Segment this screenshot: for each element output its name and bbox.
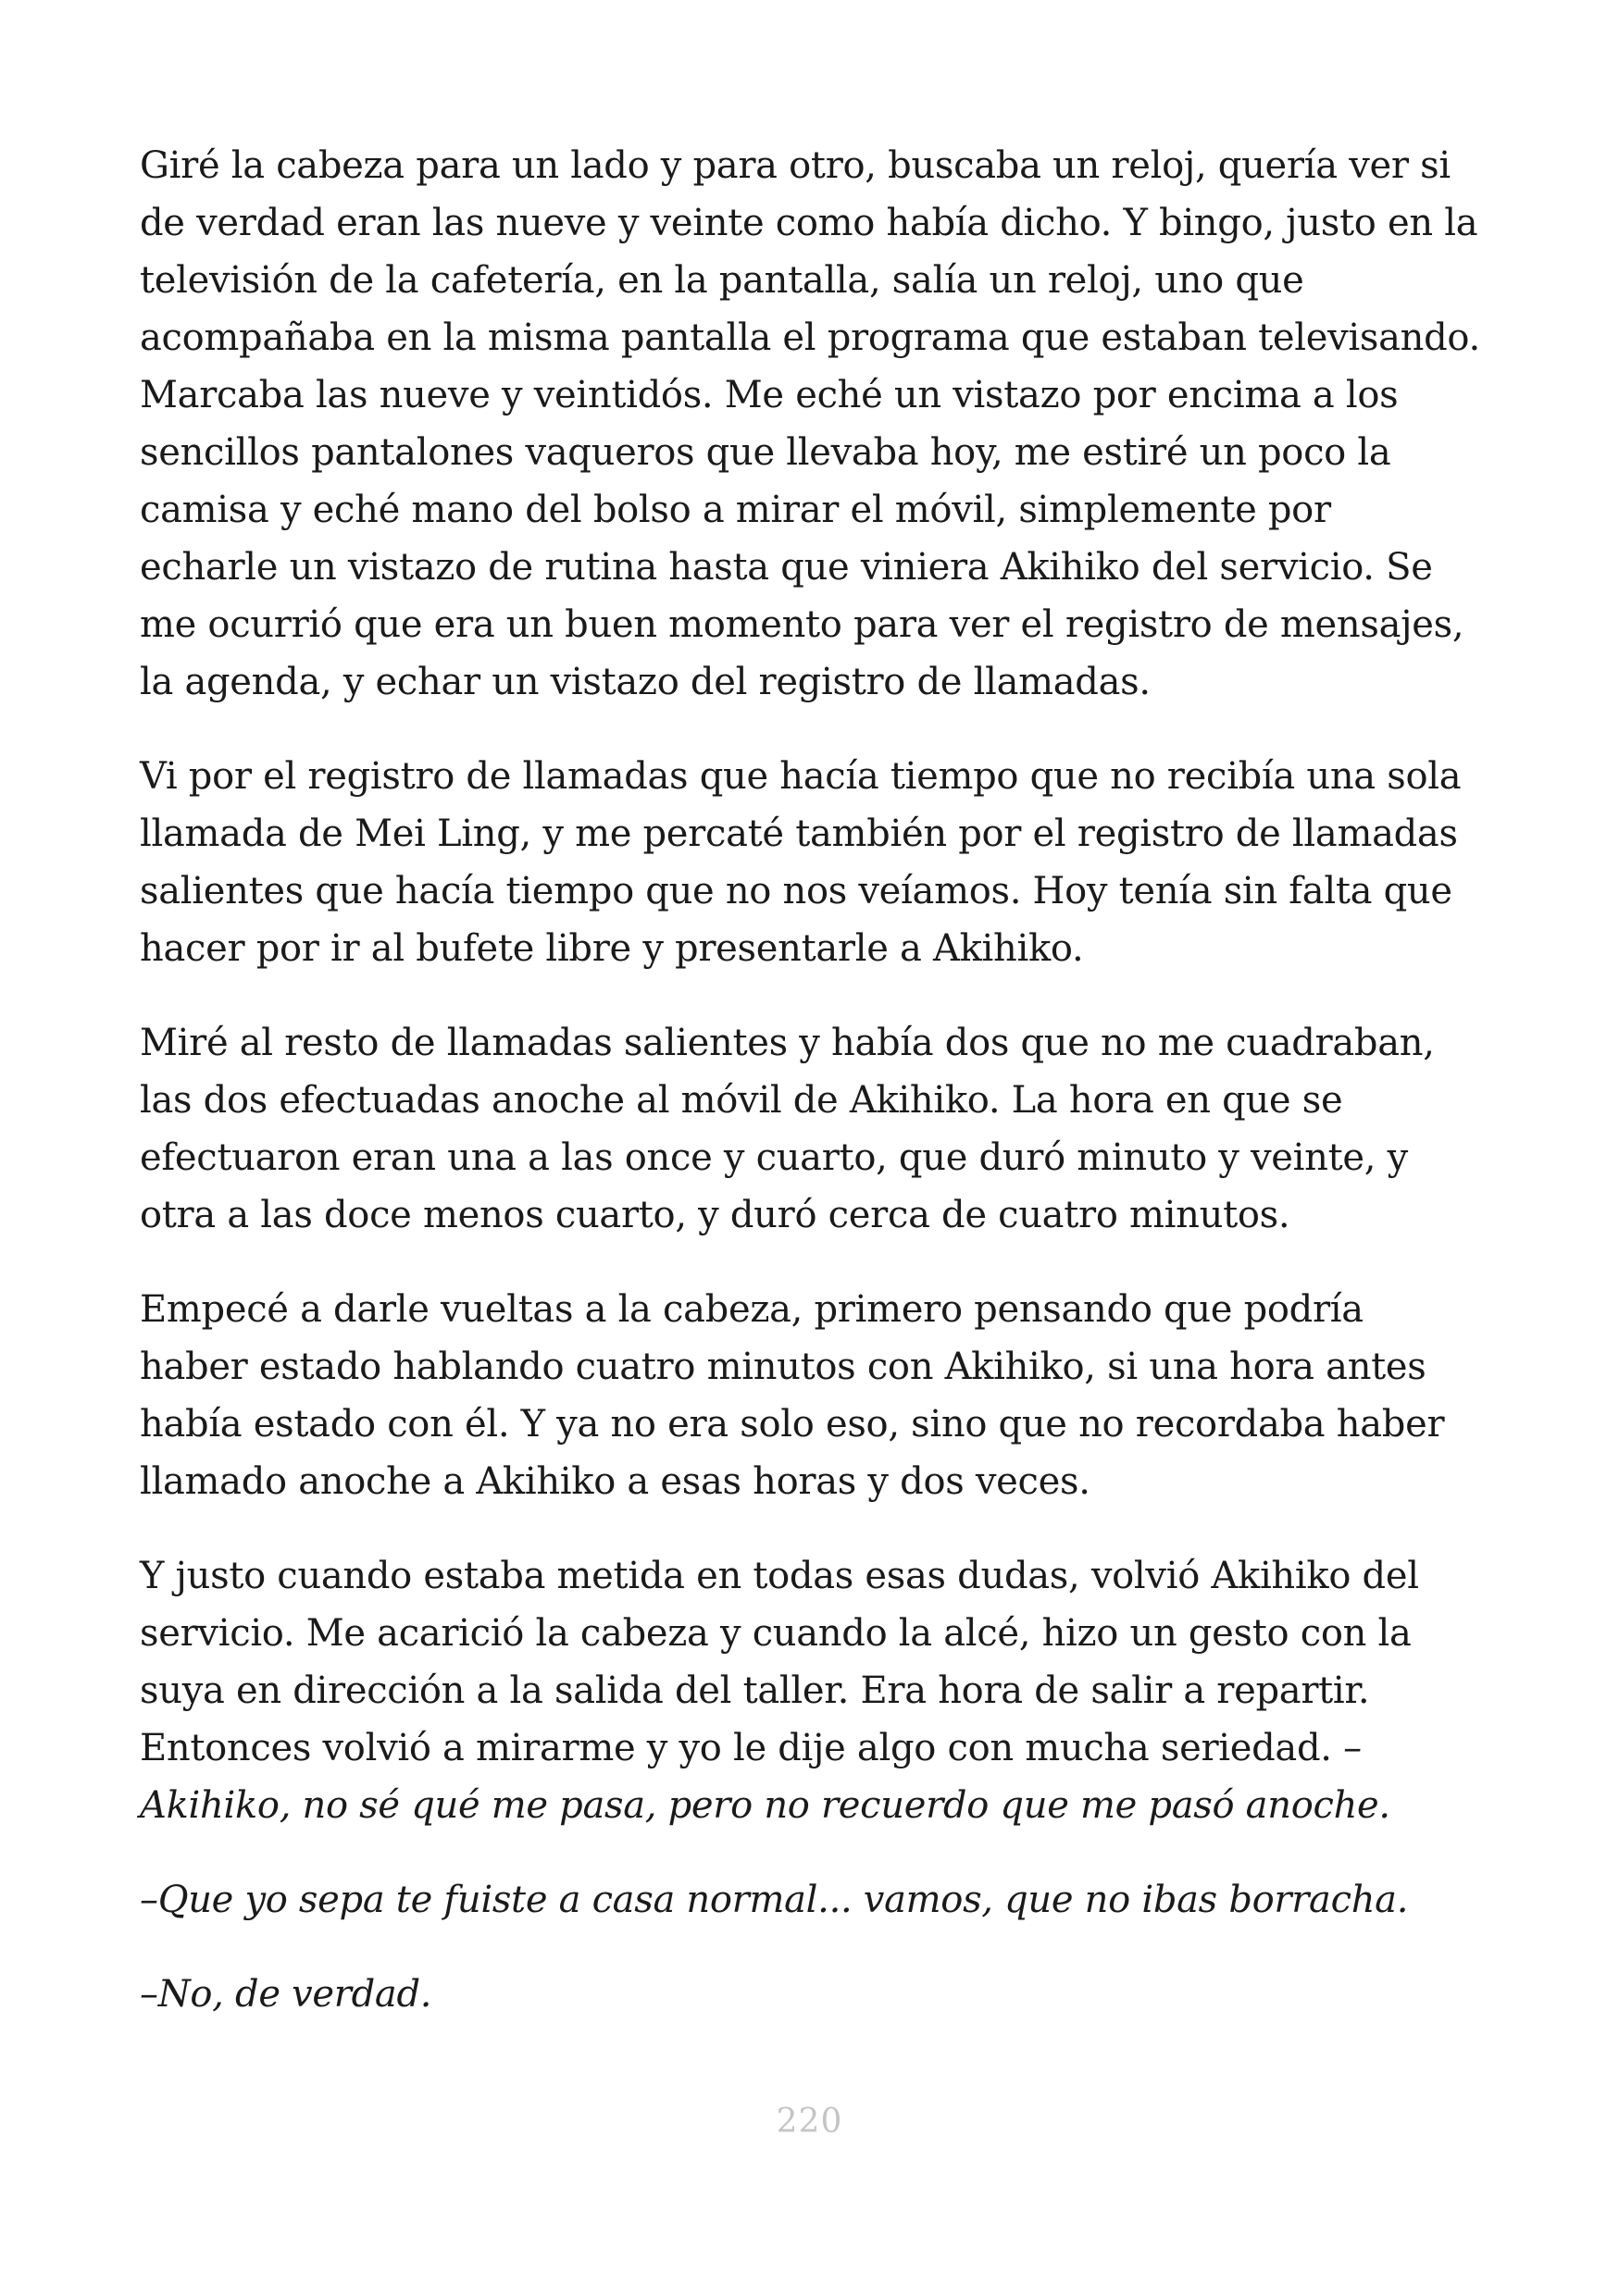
paragraph-5-narration: Y justo cuando estaba metida en todas esas dudas, volvió Akihiko del servicio. Me acarició la cabeza y cuando la alcé, hizo un gesto con la suya en dirección a la salida del taller. Era hora de salir a repartir. Entonces volvió a mirarme y yo le dije algo con mucha seriedad. <box>140 1555 1419 1769</box>
paragraph-5 <box>140 1547 1480 1834</box>
page-body <box>140 137 1480 2060</box>
paragraph-1: Giré la cabeza para un lado y para otro, buscaba un reloj, quería ver si de verdad eran las nueve y veinte como había dicho. Y bingo, justo en la televisión de la cafetería, en la pantalla, salía un reloj, uno que acompañaba en la misma pantalla el programa que estaban televisando. Marcaba las nueve y veintidós. Me eché un vistazo por encima a los sencillos pantalones vaqueros que llevaba hoy, me estiré un poco la camisa y eché mano del bolso a mirar el móvil, simplemente por echarle un vistazo de rutina hasta que viniera Akihiko del servicio. Se me ocurrió que era un buen momento para ver el registro de mensajes, la agenda, y echar un vistazo del registro de llamadas. <box>140 144 1480 703</box>
dialogue-line-2: –No, de verdad. <box>140 1973 432 2016</box>
paragraph-5-dialogue: –Akihiko, no sé qué me pasa, pero no recuerdo que me pasó anoche. <box>140 1727 1390 1827</box>
paragraph-3: Miré al resto de llamadas salientes y había dos que no me cuadraban, las dos efectuadas anoche al móvil de Akihiko. La hora en que se efectuaron eran una a las once y cuarto, que duró minuto y veinte, y otra a las doce menos cuarto, y duró cerca de cuatro minutos. <box>140 1022 1435 1236</box>
page-number: 220 <box>776 2103 843 2141</box>
paragraph-4: Empecé a darle vueltas a la cabeza, primero pensando que podría haber estado hablando cuatro minutos con Akihiko, si una hora antes había estado con él. Y ya no era solo eso, sino que no recordaba haber llamado anoche a Akihiko a esas horas y dos veces. <box>140 1288 1445 1503</box>
paragraph-2: Vi por el registro de llamadas que hacía tiempo que no recibía una sola llamada de Mei Ling, y me percaté también por el registro de llamadas salientes que hacía tiempo que no nos veíamos. Hoy tenía sin falta que hacer por ir al bufete libre y presentarle a Akihiko. <box>140 755 1462 970</box>
dialogue-line-1: –Que yo sepa te fuiste a casa normal... vamos, que no ibas borracha. <box>140 1879 1409 1921</box>
